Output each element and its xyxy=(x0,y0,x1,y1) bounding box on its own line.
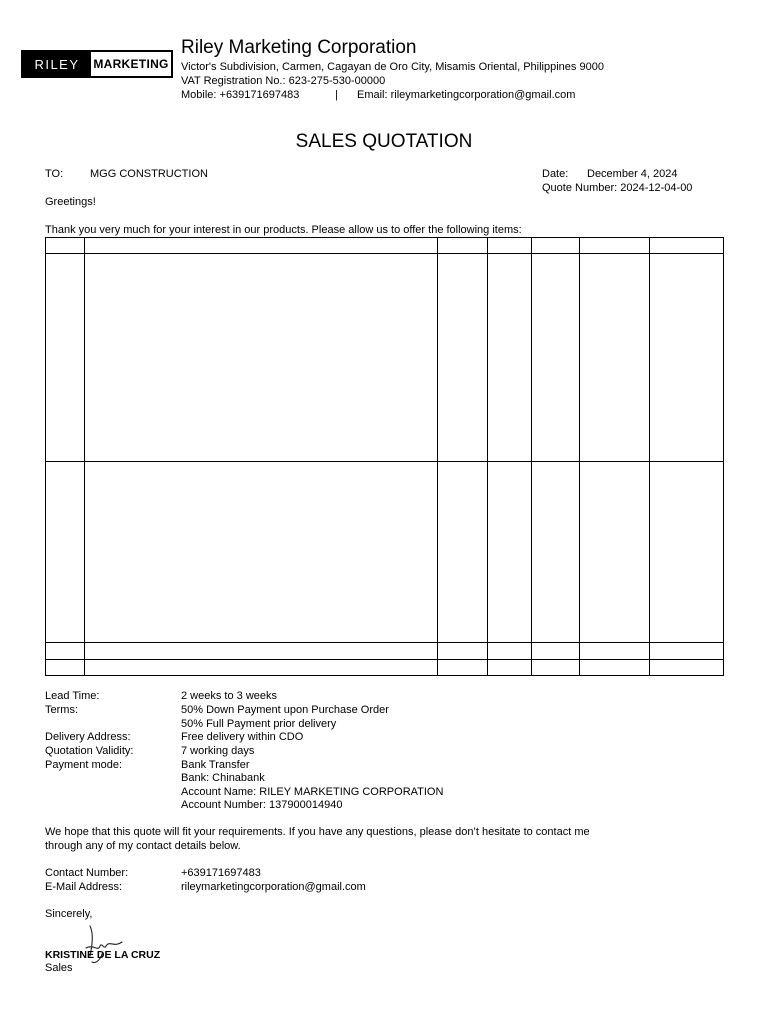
table-cell xyxy=(650,643,724,660)
document-title: SALES QUOTATION xyxy=(295,131,473,152)
table-cell xyxy=(85,254,438,462)
terms-label: Terms: xyxy=(45,704,78,716)
table-cell xyxy=(532,643,580,660)
table-cell xyxy=(85,462,438,643)
table-cell xyxy=(438,254,488,462)
table-cell xyxy=(438,643,488,660)
terms-line: 50% Full Payment prior delivery xyxy=(181,718,337,730)
table-row xyxy=(46,254,724,462)
table-cell xyxy=(46,643,85,660)
table-cell xyxy=(46,660,85,676)
table-cell xyxy=(532,254,580,462)
closing-line-1: We hope that this quote will fit your requirements. If you have any questions, please don’t hesitate to contact me xyxy=(45,826,590,838)
payment-mode-label: Payment mode: xyxy=(45,759,123,771)
table-cell xyxy=(580,660,650,676)
quotation-validity-value: 7 working days xyxy=(181,745,255,757)
table-cell xyxy=(532,462,580,643)
lead-time-value: 2 weeks to 3 weeks xyxy=(181,690,277,702)
company-email: Email: rileymarketingcorporation@gmail.com xyxy=(357,89,576,101)
delivery-address-label: Delivery Address: xyxy=(45,731,131,743)
header-cell xyxy=(46,238,85,254)
table-cell xyxy=(46,462,85,643)
signatory-role: Sales xyxy=(45,962,73,974)
table-cell xyxy=(580,462,650,643)
contact-number-label: Contact Number: xyxy=(45,867,129,879)
header-cell xyxy=(650,238,724,254)
header-cell xyxy=(438,238,488,254)
signatory-name: KRISTINE DE LA CRUZ xyxy=(45,949,161,961)
sincerely-text: Sincerely, xyxy=(45,908,93,920)
table-cell xyxy=(532,660,580,676)
payment-mode-line: Bank Transfer xyxy=(181,759,250,771)
date-value: December 4, 2024 xyxy=(587,168,678,180)
email-value: rileymarketingcorporation@gmail.com xyxy=(181,881,366,893)
delivery-address-value: Free delivery within CDO xyxy=(181,731,304,743)
table-cell xyxy=(438,660,488,676)
table-cell xyxy=(580,643,650,660)
company-vat: VAT Registration No.: 623-275-530-00000 xyxy=(181,75,386,87)
to-label: TO: xyxy=(45,168,64,180)
table-header-row xyxy=(46,238,724,254)
table-cell xyxy=(85,643,438,660)
greeting: Greetings! xyxy=(45,196,96,208)
payment-mode-line: Account Number: 137900014940 xyxy=(181,799,343,811)
items-table xyxy=(45,237,724,676)
payment-mode-line: Bank: Chinabank xyxy=(181,772,265,784)
header-cell xyxy=(580,238,650,254)
logo-right-text: MARKETING xyxy=(93,57,169,71)
header-cell xyxy=(532,238,580,254)
table-cell xyxy=(650,462,724,643)
logo-left-text: RILEY xyxy=(23,52,91,76)
table-cell xyxy=(650,660,724,676)
table-cell xyxy=(488,643,532,660)
header-cell xyxy=(488,238,532,254)
quote-number: Quote Number: 2024-12-04-00 xyxy=(542,182,693,194)
table-row xyxy=(46,660,724,676)
recipient-name: MGG CONSTRUCTION xyxy=(90,168,208,180)
closing-line-2: through any of my contact details below. xyxy=(45,840,241,852)
table-cell xyxy=(85,660,438,676)
table-cell xyxy=(580,254,650,462)
email-label: E-Mail Address: xyxy=(45,881,123,893)
terms-line: 50% Down Payment upon Purchase Order xyxy=(181,704,389,716)
company-logo xyxy=(21,50,173,78)
contact-number-value: +639171697483 xyxy=(181,867,261,879)
lead-time-label: Lead Time: xyxy=(45,690,100,702)
intro-text: Thank you very much for your interest in our products. Please allow us to offer the following items: xyxy=(45,224,522,236)
company-address: Victor's Subdivision, Carmen, Cagayan de Oro City, Misamis Oriental, Philippines 9000 xyxy=(181,61,604,73)
table-cell xyxy=(46,254,85,462)
table-cell xyxy=(650,254,724,462)
table-row xyxy=(46,462,724,643)
header-cell xyxy=(85,238,438,254)
table-cell xyxy=(438,462,488,643)
table-cell xyxy=(488,254,532,462)
date-label: Date: xyxy=(542,168,569,180)
quotation-validity-label: Quotation Validity: xyxy=(45,745,134,757)
payment-mode-line: Account Name: RILEY MARKETING CORPORATION xyxy=(181,786,444,798)
company-mobile: Mobile: +639171697483 xyxy=(181,89,300,101)
company-name: Riley Marketing Corporation xyxy=(181,37,417,58)
contact-separator: | xyxy=(335,89,338,101)
table-cell xyxy=(488,660,532,676)
table-cell xyxy=(488,462,532,643)
table-row xyxy=(46,643,724,660)
